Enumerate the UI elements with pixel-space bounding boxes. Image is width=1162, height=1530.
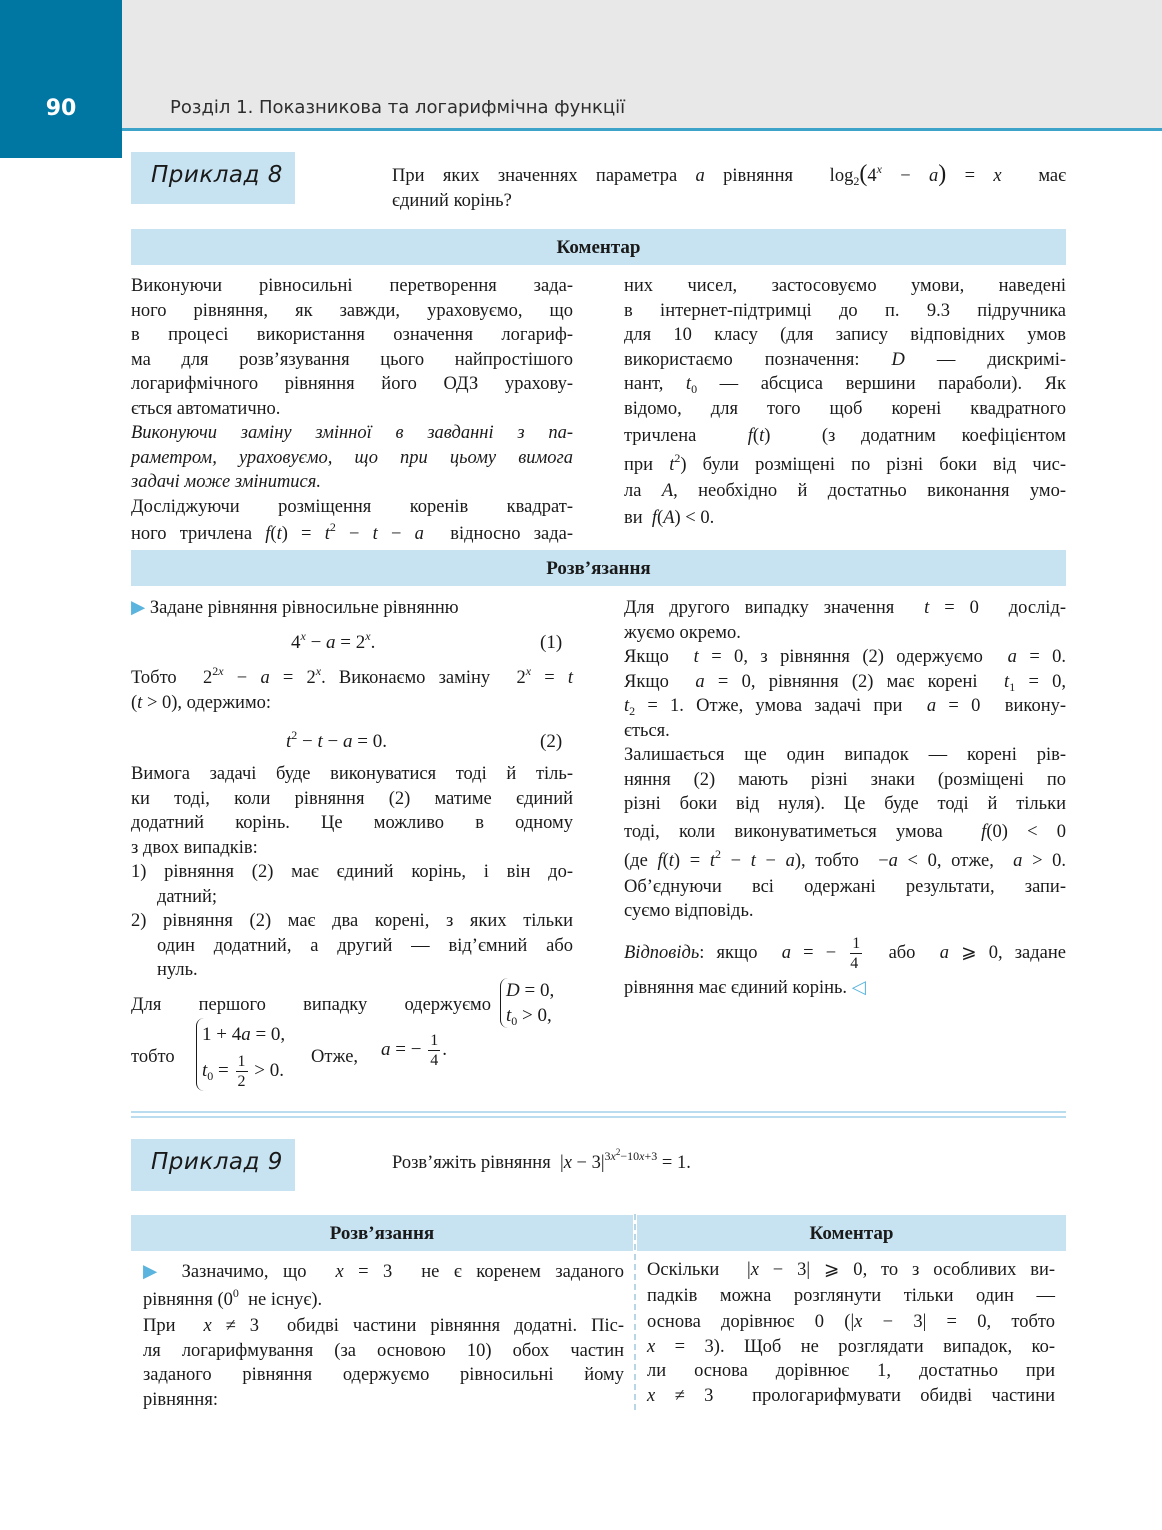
text-line: Зазначимо, що (181, 1262, 307, 1282)
text-line: Якщо (624, 647, 669, 667)
text-line: задачі може змінитися. (131, 472, 321, 492)
text-line: ла (624, 481, 642, 501)
answer-line: Відповідь: якщо a = − $\frac{1}{4}$ або a ⩾ 0, задане рівняння має єдиний корінь. ◁ (624, 935, 1066, 998)
text-line: жуємо окремо. (624, 622, 741, 643)
text-line: раметром, ураховуємо, що при цьому вимога (131, 447, 573, 468)
text-line: тоді, коли виконуватиметься умова (624, 821, 943, 842)
text-line: дослід- (1008, 598, 1067, 618)
section-divider (131, 1111, 1066, 1113)
text-line: падків можна розглянути тільки один — (647, 1286, 1055, 1306)
text-line: логарифмічного рівняння його ОДЗ урахову- (131, 374, 573, 394)
otzhe-text: Отже, (311, 1047, 359, 1067)
text-line: при (624, 455, 654, 475)
solution-band (131, 550, 1066, 586)
example-9-label-box (131, 1139, 295, 1191)
text-line: них чисел, застосовуємо умови, наведені (624, 276, 1066, 296)
text-line: обидві частини рівняння додатні. Піс- (287, 1316, 625, 1336)
text-line: або (888, 943, 916, 963)
text-line: Для першого випадку одержуємо (131, 995, 491, 1015)
task-text: єдиний корінь? (392, 190, 512, 211)
text-line: рівняння має єдиний корінь. (624, 978, 848, 998)
text-line: . Отже, умова задачі при (679, 696, 903, 716)
text-line: ). Щоб не розглядати випадок, ко- (713, 1336, 1055, 1357)
text-line: прологарифмувати обидві частини (752, 1385, 1055, 1406)
text-line: — дискримі- (936, 349, 1066, 370)
text-line: ), тобто (794, 850, 859, 871)
text-line: нуль. (157, 960, 198, 980)
text-line: в інтернет-підтримці до п. 9.3 підручника (624, 300, 1066, 321)
text-line: , задане (997, 943, 1066, 963)
text-line: Виконуючи заміну змінної в завданні з па- (131, 423, 573, 443)
text-line: Задане рівняння рівносильне рівнянню (149, 598, 459, 618)
text-line: ли основа дорівнює 1, достатньо при (647, 1361, 1055, 1381)
text-line: для 10 класу (для запису відповідних умов (624, 325, 1066, 345)
equation-2-number: (2) (540, 731, 563, 752)
example-9-solution-column: ▶ Зазначимо, що x = 3 не є коренем заданого рівняння ($0^0$ не існує). При x ≠ 3 обидві частини рівняння додатні. Піс- ля логарифмування (за основою 10) обох частин заданого рівняння одержуємо рівносильні йому рівняння: (143, 1258, 624, 1412)
example-9-comment-column: Оскільки |x − 3| ⩾ 0, то з особливих ви- падків можна розглянути тільки один — основа дорівнює 0 (|x − 3| = 0, тобто x = 3). Щоб не розглядати випадок, ко- ли основа дорівнює 1, достатньо при x ≠ 3 прологарифмувати обидві частини (647, 1260, 1055, 1406)
text-line: (з додатним коефіцієнтом (821, 426, 1066, 446)
triangle-start-icon: ▶ (131, 598, 146, 618)
text-line: , одержимо: (177, 692, 272, 713)
text-line: Тобто (131, 668, 177, 688)
text-line: ного рівняння, як завжди, ураховуємо, що (131, 300, 573, 321)
text-line: різні боки від нуля). Це буде тоді й тільки (624, 794, 1066, 814)
text-line: , з рівняння (2) одержуємо (743, 647, 983, 667)
text-line: викону- (1004, 696, 1067, 716)
comment-right-column: них чисел, застосовуємо умови, наведені в інтернет-підтримці до п. 9.3 підручника для 10 класу (для запису відповідних умов використаємо позначення: D — дискримі- нант, $t_0$ — абсциса вершини параболи). Як відомо, для того щоб корені квадратного тричлена f(t) (з додатним коефіцієнтом при $t^2$) були розміщені по різні боки від чис- ла A, необхідно й достатньо виконання умо- ви f(A) < 0. (624, 276, 1067, 528)
text-line: нант, (624, 374, 664, 394)
task-text: має (1038, 166, 1067, 186)
text-line: ) були розміщені по різні боки від чис- (680, 455, 1067, 475)
comment-left-column: Виконуючи рівносильні перетворення зада- ного рівняння, як завжди, ураховуємо, що в процесі використання означення логариф- ма для розв’язування цього найпростішого логарифмічного рівняння його ОДЗ урахову- ється автоматично. Виконуючи заміну змінної в завданні з па- раметром, ураховуємо, що при цьому вимога задачі може змінитися. Досліджуючи розміщення коренів квадрат- ного тричлена $f(t) = t^2 - t - a$ відносно зада- (131, 276, 574, 544)
text-line: ма для розв’язування цього найпростішого (131, 349, 573, 370)
text-line: з двох випадків: (131, 837, 258, 858)
equation-1: $4^x - a = 2^x$. (291, 629, 376, 653)
section-divider (131, 1116, 1066, 1118)
text-line: ного тричлена (131, 524, 253, 544)
text-line: один додатний, а другий — від’ємний або (157, 935, 573, 956)
text-line: заданого рівняння одержуємо рівносильні йому (143, 1365, 624, 1385)
text-line: , рівняння (2) має корені (750, 671, 978, 692)
answer-label: Відповідь (624, 943, 700, 963)
running-title: Розділ 1. Показникова та логарифмічна функції (170, 97, 626, 118)
text-line: додатний корінь. Це можливо в одному (131, 813, 573, 833)
text-line: ки тоді, коли рівняння (2) матиме єдиний (131, 788, 573, 809)
text-line: тричлена (624, 426, 697, 446)
text-line: Для другого випадку значення (624, 598, 895, 618)
text-line: , необхідно й достатньо виконання умо- (673, 481, 1066, 501)
example-8-task: При яких значеннях параметра a рівняння $\log_2(4^x - a) = x$ має єдиний корінь? (392, 162, 1066, 213)
example-8-label-box (131, 152, 295, 204)
text-line: няння (2) мають різні знаки (розміщені по (624, 769, 1066, 790)
header-rule (122, 128, 1162, 131)
text-line: ви (624, 507, 643, 528)
text-line: Оскільки (647, 1260, 720, 1280)
solution-left-cases (131, 762, 573, 983)
text-line: , отже, (936, 850, 994, 871)
text-line: в процесі використання означення логариф- (131, 325, 573, 345)
solution-left-substitution: Тобто $2^{2x} - a = 2^x$. Виконаємо заміну $2^x = t$ (t > 0), одержимо: (131, 664, 574, 713)
equation-1-number: (1) (540, 632, 563, 653)
first-case-text (131, 993, 491, 1018)
comment-band (131, 229, 1066, 265)
solution-left-column (131, 596, 573, 621)
text-line: , то з особливих ви- (862, 1260, 1055, 1280)
text-line: , тобто (986, 1311, 1055, 1332)
example-9-solution-band (131, 1215, 633, 1251)
text-line: датний; (157, 886, 218, 907)
triangle-start-icon: ▶ (143, 1262, 168, 1282)
text-line: Виконуючи рівносильні перетворення зада- (131, 276, 573, 296)
text-line: відносно зада- (450, 524, 574, 544)
text-line: ля логарифмування (за основою 10) обох частин (143, 1340, 624, 1361)
solution-heading: Розв’язання (546, 558, 651, 579)
text-line: Вимога задачі буде виконуватися тоді й тіль- (131, 764, 573, 784)
page-number-tab (0, 0, 122, 158)
system-2: 1 + 4a = 0, $t_0$ = $\frac{1}{2}$ > 0. (196, 1018, 285, 1091)
example-9-comment-heading: Коментар (809, 1223, 894, 1244)
text-line: не є коренем заданого (421, 1262, 624, 1282)
text-line: Якщо (624, 671, 669, 692)
system-1: D = 0, $t_0 > 0$, (500, 978, 554, 1028)
text-line: — абсциса вершини параболи). Як (719, 374, 1066, 394)
column-divider (634, 1214, 636, 1410)
example-9-task: Розв’яжіть рівняння $|x - 3|^{3x^2-10x+3} = 1$. (392, 1147, 691, 1173)
text-line: ється. (624, 720, 670, 741)
example-9-label: Приклад 9 (151, 1149, 283, 1175)
task-text: При яких значеннях параметра (392, 166, 678, 186)
text-line: Досліджуючи розміщення коренів квадрат- (131, 496, 573, 517)
example-9-comment-band (637, 1215, 1066, 1251)
equation-2: $t^2 - t - a = 0$. (286, 728, 387, 752)
text-line: : якщо (699, 943, 758, 963)
task-text: рівняння (723, 166, 793, 186)
comment-heading: Коментар (556, 237, 641, 258)
example-8-label: Приклад 8 (151, 162, 283, 188)
text-line: не існує). (248, 1290, 323, 1310)
text-line: рівняння: (143, 1389, 218, 1410)
text-line: Об’єднуючи всі одержані результати, запи- (624, 876, 1066, 897)
text-line: При (143, 1316, 176, 1336)
result-a: a = − $\frac{1}{4}$ . (381, 1032, 447, 1069)
text-line: . Виконаємо заміну (321, 668, 491, 688)
text-line: основа дорівнює 0 ( (647, 1311, 851, 1332)
task-text: Розв’яжіть рівняння (392, 1153, 551, 1173)
text-line: використаємо позначення: (624, 349, 860, 370)
triangle-end-icon: ◁ (851, 978, 866, 998)
text-line: 1) рівняння (2) має єдиний корінь, і він до- (131, 862, 573, 882)
example-9-solution-heading: Розв’язання (329, 1223, 435, 1244)
text-line: 2) рівняння (2) має два корені, з яких тільки (131, 911, 573, 931)
text-line: рівняння ( (143, 1290, 224, 1310)
text-line: (де (624, 850, 648, 871)
text-line: ється автоматично. (131, 398, 281, 419)
page-number: 90 (45, 96, 77, 121)
solution-right-column: Для другого випадку значення t = 0 дослід- жуємо окремо. Якщо t = 0, з рівняння (2) одержуємо a = 0. Якщо a = 0, рівняння (2) має корені $t_1 = 0$, $t_2 = 1$. Отже, умова задачі при a = 0 викону- ється. Залишається ще один випадок — корені рів- няння (2) мають різні знаки (розміщені по різні боки від нуля). Це буде тоді й тільки тоді, коли виконуватиметься умова f(0) < 0 (де $f(t) = t^2 - t - a$), тобто −a < 0, отже, a > 0. Об’єднуючи всі одержані результати, запи- суємо відповідь. (624, 596, 1066, 924)
text-line: відомо, для того щоб корені квадратного (624, 398, 1066, 419)
text-line: суємо відповідь. (624, 901, 754, 921)
text-line: Залишається ще один випадок — корені рів- (624, 745, 1066, 765)
tobto-text: тобто (131, 1047, 175, 1067)
